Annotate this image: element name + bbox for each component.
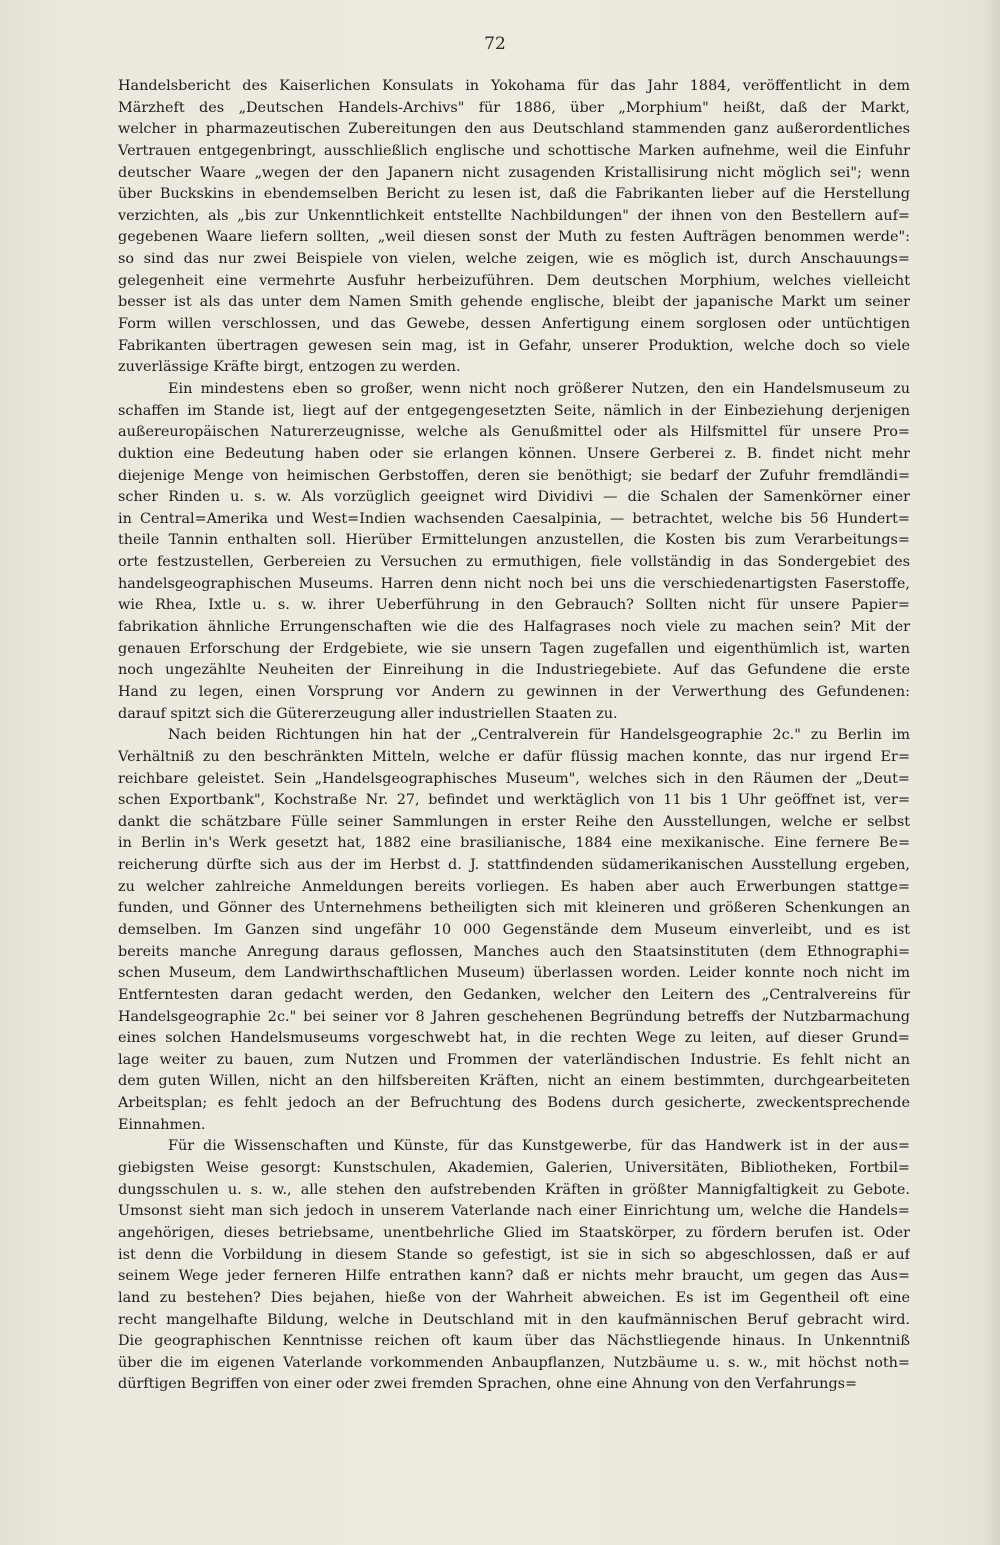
text-line: Form willen verschlossen, und das Gewebe, dessen Anfertigung einem sorglosen oder untüchtigen <box>118 316 910 333</box>
text-line: dem guten Willen, nicht an den hilfsbereiten Kräften, nicht an einem bestimmten, durchgearbeiteten <box>118 1073 910 1090</box>
text-line: orte festzustellen, Gerbereien zu Versuchen zu ermuthigen, fiele vollständig in das Sondergebiet des <box>118 554 910 571</box>
text-line: reicherung dürfte sich aus der im Herbst d. J. stattfindenden südamerikanischen Ausstellung ergeben, <box>118 857 910 874</box>
text-line: scher Rinden u. s. w. Als vorzüglich geeignet wird Dividivi — die Schalen der Samenkörner einer <box>118 489 910 506</box>
text-line: Märzheft des „Deutschen Handels-Archivs" für 1886, über „Morphium" heißt, daß der Markt, <box>118 99 910 116</box>
page-edge-shadow <box>984 0 1000 1545</box>
text-line: demselben. Im Ganzen sind ungefähr 10 000 Gegenstände dem Museum einverleibt, und es ist <box>118 921 910 938</box>
text-line: in Berlin in's Werk gesetzt hat, 1882 eine brasilianische, 1884 eine mexikanische. Eine fernere Be= <box>118 835 910 852</box>
text-line: verzichten, als „bis zur Unkenntlichkeit entstellte Nachbildungen" der ihnen von den Bestellern auf= <box>118 207 910 224</box>
text-line: Hand zu legen, einen Vorsprung vor Andern zu gewinnen in der Verwerthung des Gefundenen: <box>118 683 910 700</box>
text-line: schaffen im Stande ist, liegt auf der entgegengesetzten Seite, nämlich in der Einbeziehung derjenigen <box>118 402 910 419</box>
text-line: Fabrikanten übertragen gewesen sein mag, ist in Gefahr, unserer Produktion, welche doch so viele <box>118 337 910 354</box>
text-line: gegebenen Waare liefern sollten, „weil diesen sonst der Muth zu festen Aufträgen benommen werde": <box>118 229 910 246</box>
text-line: duktion eine Bedeutung haben oder sie erlangen können. Unsere Gerberei z. B. findet nicht mehr <box>118 445 910 462</box>
paragraph <box>118 1136 910 1396</box>
text-line: Nach beiden Richtungen hin hat der „Centralverein für Handelsgeographie 2c." zu Berlin im <box>168 727 910 744</box>
text-line: Handelsgeographie 2c." bei seiner vor 8 Jahren geschehenen Begründung betreffs der Nutzbarmachung <box>118 1008 910 1025</box>
text-line: Die geographischen Kenntnisse reichen oft kaum über das Nächstliegende hinaus. In Unkenntniß <box>118 1333 910 1350</box>
text-line: darauf spitzt sich die Gütererzeugung aller industriellen Staaten zu. <box>118 705 618 722</box>
body-text <box>118 76 910 1396</box>
text-line: Arbeitsplan; es fehlt jedoch an der Befruchtung des Bodens durch gesicherte, zweckentsprechende <box>118 1095 910 1112</box>
text-line: in Central=Amerika und West=Indien wachsenden Caesalpinia, — betrachtet, welche bis 56 Hundert= <box>118 510 910 527</box>
text-line: ist denn die Vorbildung in diesem Stande so gefestigt, ist sie in sich so abgeschlossen, daß er auf <box>118 1246 910 1263</box>
text-line: handelsgeographischen Museums. Harren denn nicht noch bei uns die verschiedenartigsten Faserstoffe, <box>118 575 910 592</box>
text-line: besser ist als das unter dem Namen Smith gehende englische, bleibt der japanische Markt um seiner <box>118 294 910 311</box>
paragraph <box>118 725 910 1136</box>
text-line: lage weiter zu bauen, zum Nutzen und Frommen der vaterländischen Industrie. Es fehlt nicht an <box>118 1051 910 1068</box>
text-line: schen Exportbank", Kochstraße Nr. 27, befindet und werktäglich von 11 bis 1 Uhr geöffnet ist, ver= <box>118 792 910 809</box>
text-line: welcher in pharmazeutischen Zubereitungen den aus Deutschland stammenden ganz außerordentliches <box>118 121 910 138</box>
text-line: land zu bestehen? Dies bejahen, hieße von der Wahrheit abweichen. Es ist im Gegentheil oft eine <box>118 1289 910 1306</box>
text-line: reichbare geleistet. Sein „Handelsgeographisches Museum", welches sich in den Räumen der „Deut= <box>118 770 910 787</box>
text-line: Umsonst sieht man sich jedoch in unserem Vaterlande nach einer Einrichtung um, welche die Handels= <box>118 1203 910 1220</box>
text-line: diejenige Menge von heimischen Gerbstoffen, deren sie benöthigt; sie bedarf der Zufuhr fremdländi= <box>118 467 910 484</box>
text-line: Verhältniß zu den beschränkten Mitteln, welche er dafür flüssig machen konnte, das nur irgend Er= <box>118 748 910 765</box>
text-line: funden, und Gönner des Unternehmens betheiligten sich mit kleineren und größeren Schenkungen an <box>118 900 910 917</box>
text-line: theile Tannin enthalten soll. Hierüber Ermittelungen anzustellen, die Kosten bis zum Verarbeitungs= <box>118 532 910 549</box>
text-line: Einnahmen. <box>118 1116 206 1133</box>
text-line: Vertrauen entgegenbringt, ausschließlich englische und schottische Marken aufnehme, weil die Einfuhr <box>118 142 910 159</box>
text-line: dürftigen Begriffen von einer oder zwei fremden Sprachen, ohne eine Ahnung von den Verfahrungs= <box>118 1376 858 1393</box>
text-line: Handelsbericht des Kaiserlichen Konsulats in Yokohama für das Jahr 1884, veröffentlicht in dem <box>118 78 910 94</box>
text-line: seinem Wege jeder ferneren Hilfe entrathen kann? daß er nichts mehr braucht, um gegen das Aus= <box>118 1268 910 1285</box>
text-line: Ein mindestens eben so großer, wenn nicht noch größerer Nutzen, den ein Handelsmuseum zu <box>168 380 910 397</box>
text-line: gelegenheit eine vermehrte Ausfuhr herbeizuführen. Dem deutschen Morphium, welches vielleicht <box>118 272 910 289</box>
text-line: Entferntesten daran gedacht werden, den Gedanken, welcher den Leitern des „Centralvereins für <box>118 986 910 1003</box>
text-line: schen Museum, dem Landwirthschaftlichen Museum) überlassen worden. Leider konnte noch nicht im <box>118 965 910 982</box>
paragraph <box>118 379 910 725</box>
text-line: angehörigen, dieses betriebsame, unentbehrliche Glied im Staatskörper, zu fördern berufen ist. Oder <box>118 1224 910 1241</box>
text-line: deutscher Waare „wegen der den Japanern nicht zusagenden Kristallisirung nicht möglich sei"; wenn <box>118 164 910 181</box>
text-line: so sind das nur zwei Beispiele von vielen, welche zeigen, wie es möglich ist, durch Anschauungs= <box>118 251 910 268</box>
text-line: noch ungezählte Neuheiten der Einreihung in die Industriegebiete. Auf das Gefundene die erste <box>118 662 910 679</box>
text-line: bereits manche Anregung daraus geflossen, Manches auch den Staatsinstituten (dem Ethnographi= <box>118 943 910 960</box>
text-line: dankt die schätzbare Fülle seiner Sammlungen in erster Reihe den Ausstellungen, welche er selbst <box>118 813 910 830</box>
text-line: über Buckskins in ebendemselben Bericht zu lesen ist, daß die Fabrikanten lieber auf die Herstellung <box>118 186 910 203</box>
text-line: Für die Wissenschaften und Künste, für das Kunstgewerbe, für das Handwerk ist in der aus= <box>168 1138 910 1155</box>
page-number: 72 <box>484 34 506 54</box>
text-line: über die im eigenen Vaterlande vorkommenden Anbaupflanzen, Nutzbäume u. s. w., mit höchst noth= <box>118 1354 910 1371</box>
paragraph <box>118 76 910 379</box>
text-line: recht mangelhafte Bildung, welche in Deutschland mit in den kaufmännischen Beruf gebracht wird. <box>118 1311 910 1328</box>
text-line: zu welcher zahlreiche Anmeldungen bereits vorliegen. Es haben aber auch Erwerbungen stattge= <box>118 878 910 895</box>
text-line: dungsschulen u. s. w., alle stehen den aufstrebenden Kräften in größter Mannigfaltigkeit zu Gebote. <box>118 1181 910 1198</box>
text-line: außereuropäischen Naturerzeugnisse, welche als Genußmittel oder als Hilfsmittel für unsere Pro= <box>118 424 910 441</box>
text-line: eines solchen Handelsmuseums vorgeschwebt hat, in die rechten Wege zu leiten, auf dieser Grund= <box>118 1030 910 1047</box>
text-line: genauen Erforschung der Erdgebiete, wie sie unsern Tagen zugefallen und eigenthümlich ist, warten <box>118 640 910 657</box>
text-line: fabrikation ähnliche Errungenschaften wie die des Halfagrases noch viele zu machen sein? Mit der <box>118 619 910 636</box>
text-line: giebigsten Weise gesorgt: Kunstschulen, Akademien, Galerien, Universitäten, Bibliotheken, Fortbil= <box>118 1160 910 1177</box>
text-line: wie Rhea, Ixtle u. s. w. ihrer Ueberführung in den Gebrauch? Sollten nicht für unsere Papier= <box>118 597 910 614</box>
text-line: zuverlässige Kräfte birgt, entzogen zu werden. <box>118 359 461 376</box>
